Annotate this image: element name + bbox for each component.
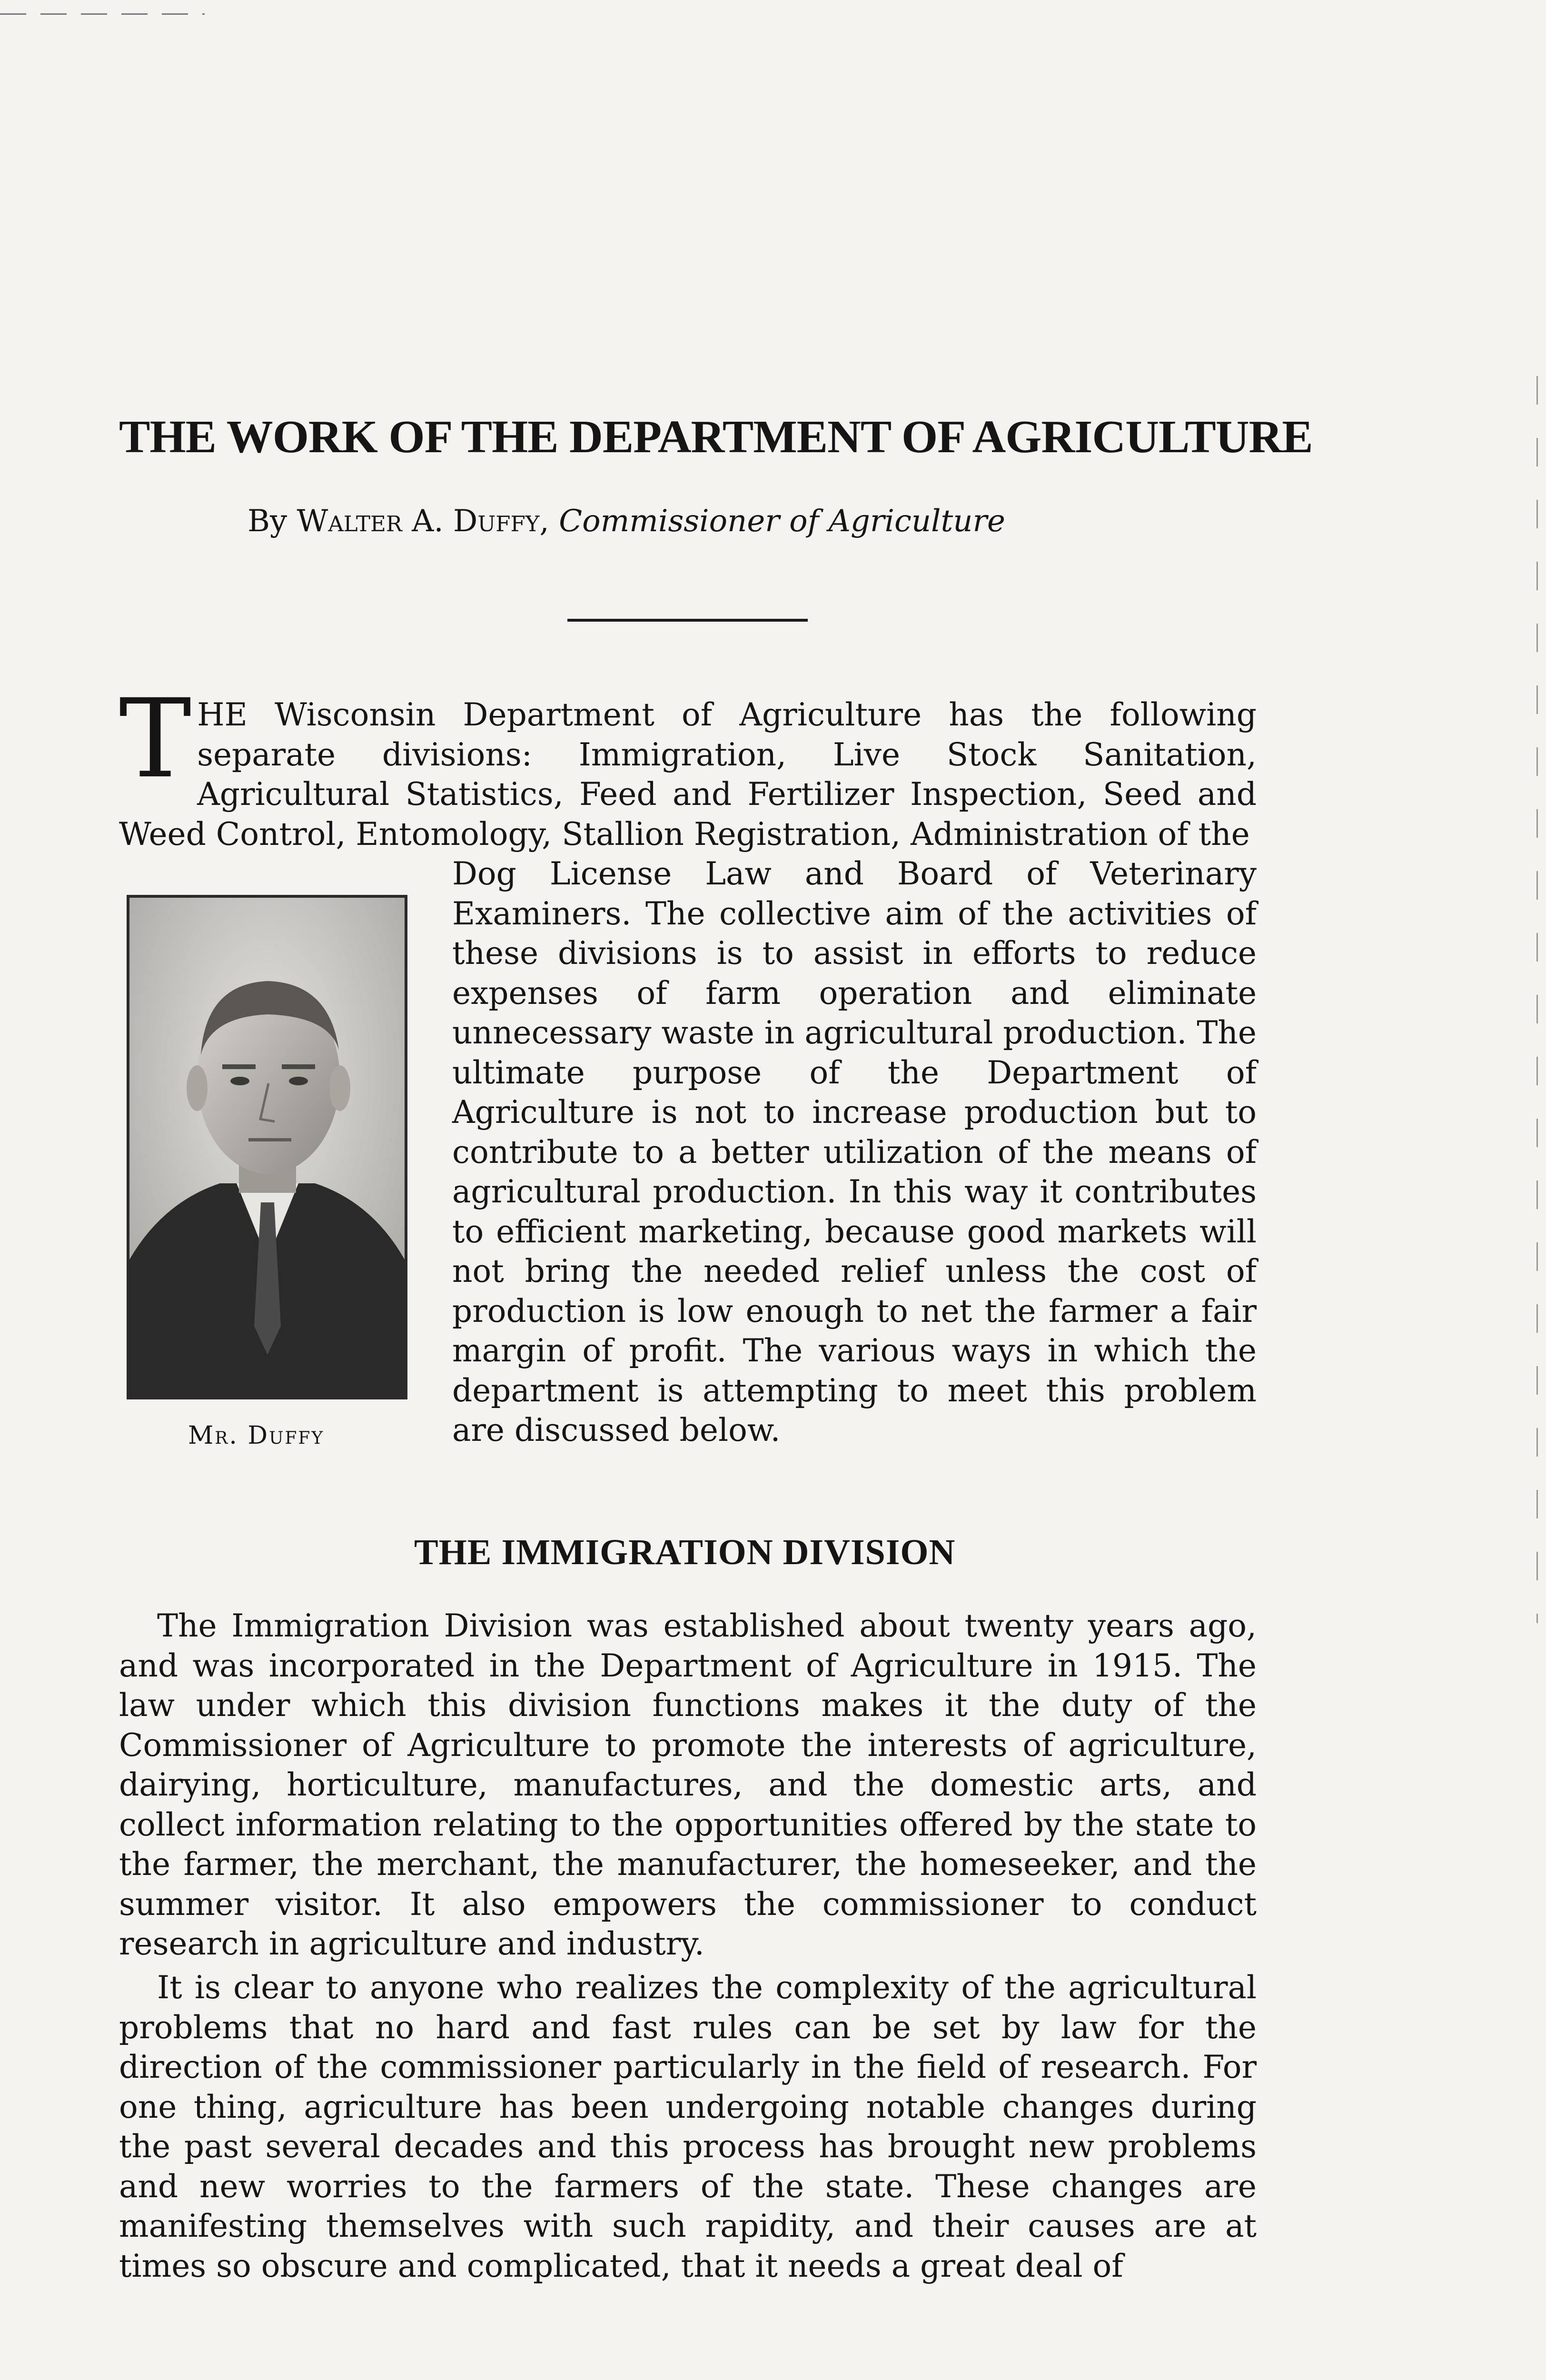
- intro-paragraph-top: [119, 675, 1257, 854]
- byline-prefix: By: [248, 504, 297, 539]
- byline-role: Commissioner of Agriculture: [559, 504, 1005, 539]
- byline-separator: ,: [539, 504, 559, 539]
- photo-caption: Mr. Duffy: [188, 1421, 325, 1450]
- body-paragraph: It is clear to anyone who realizes the complexity of the agricultural problems that no hard and fast rules can be set by law for the direction of the commissioner particularly in the field of research. For one thing, agriculture has been undergoing notable changes during the past several decades and this process has brought new problems and new worries to the farmers of the state. These changes are manifesting themselves with such rapidity, and their causes are at times so obscure and complicated, that it needs a great deal of: [119, 1969, 1257, 2284]
- page-edge-mark: [0, 13, 205, 15]
- byline-author: Walter A. Duffy: [297, 504, 540, 539]
- portrait-image: [129, 898, 405, 1397]
- portrait-photo: [127, 895, 407, 1399]
- article-title: THE WORK OF THE DEPARTMENT OF AGRICULTURE: [119, 411, 1313, 463]
- body-paragraph: The Immigration Division was established about twenty years ago, and was incorporated in the Department of Agriculture in 1915. The law under which this division functions makes it the duty of the Commissioner of Agriculture to promote the interests of agriculture, dairying, horticulture, manufactures, and the domestic arts, and collect information relating to the opportunities offered by the state to the farmer, the merchant, the manufacturer, the homeseeker, and the summer visitor. It also empowers the commissioner to conduct research in agriculture and industry.: [119, 1607, 1257, 1962]
- section-heading: THE IMMIGRATION DIVISION: [414, 1532, 956, 1572]
- intro-top-text: HE Wisconsin Department of Agriculture has the following separate divisions: Immigration, Live Stock Sanitation, Agricultural Statistics, Feed and Fertilizer Inspection, Seed and Weed Control, Entomology, Stallion Registration, Administration of the: [119, 696, 1257, 853]
- page-edge-mark: [1536, 376, 1538, 1623]
- byline: [248, 504, 1005, 539]
- intro-paragraph-side: Dog License Law and Board of Veterinary Examiners. The collective aim of the activities of these divisions is to assist in efforts to reduce expenses of farm operation and eliminate unnecessary waste in agricultural production. The ultimate purpose of the Department of Agriculture is not to increase production but to contribute to a better utilization of the means of agricultural production. In this way it contributes to efficient marketing, because good markets will not bring the needed relief unless the cost of production is low enough to net the farmer a fair margin of profit. The various ways in which the department is attempting to meet this problem are discussed below.: [452, 855, 1257, 1448]
- title-divider: [567, 619, 808, 622]
- drop-cap: T: [119, 675, 192, 802]
